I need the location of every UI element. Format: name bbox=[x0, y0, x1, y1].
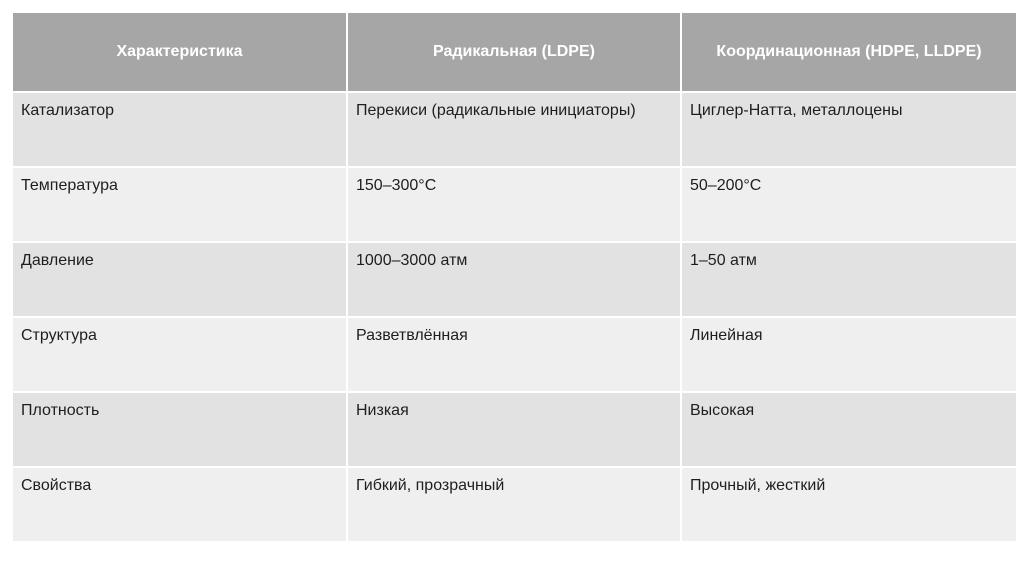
table-row bbox=[13, 167, 1016, 242]
radical-cell: 150–300°C bbox=[347, 167, 681, 242]
table-row bbox=[13, 242, 1016, 317]
header-characteristic: Характеристика bbox=[13, 13, 347, 92]
row-label-cell: Структура bbox=[13, 317, 347, 392]
coordination-cell: Прочный, жесткий bbox=[681, 467, 1016, 542]
table-header-row bbox=[13, 13, 1016, 92]
coordination-cell: Линейная bbox=[681, 317, 1016, 392]
coordination-cell: Высокая bbox=[681, 392, 1016, 467]
radical-cell: Разветвлённая bbox=[347, 317, 681, 392]
table-row bbox=[13, 92, 1016, 167]
header-radical-ldpe: Радикальная (LDPE) bbox=[347, 13, 681, 92]
table-row bbox=[13, 467, 1016, 542]
radical-cell: Перекиси (радикальные инициаторы) bbox=[347, 92, 681, 167]
coordination-cell: 50–200°C bbox=[681, 167, 1016, 242]
row-label-cell: Температура bbox=[13, 167, 347, 242]
radical-cell: Низкая bbox=[347, 392, 681, 467]
table-row bbox=[13, 317, 1016, 392]
comparison-table-container bbox=[13, 13, 1016, 543]
row-label-cell: Катализатор bbox=[13, 92, 347, 167]
radical-cell: 1000–3000 атм bbox=[347, 242, 681, 317]
coordination-cell: 1–50 атм bbox=[681, 242, 1016, 317]
comparison-table bbox=[13, 13, 1016, 543]
coordination-cell: Циглер-Натта, металлоцены bbox=[681, 92, 1016, 167]
row-label-cell: Свойства bbox=[13, 467, 347, 542]
row-label-cell: Давление bbox=[13, 242, 347, 317]
row-label-cell: Плотность bbox=[13, 392, 347, 467]
header-coordination-hdpe-lldpe: Координационная (HDPE, LLDPE) bbox=[681, 13, 1016, 92]
table-row bbox=[13, 392, 1016, 467]
radical-cell: Гибкий, прозрачный bbox=[347, 467, 681, 542]
